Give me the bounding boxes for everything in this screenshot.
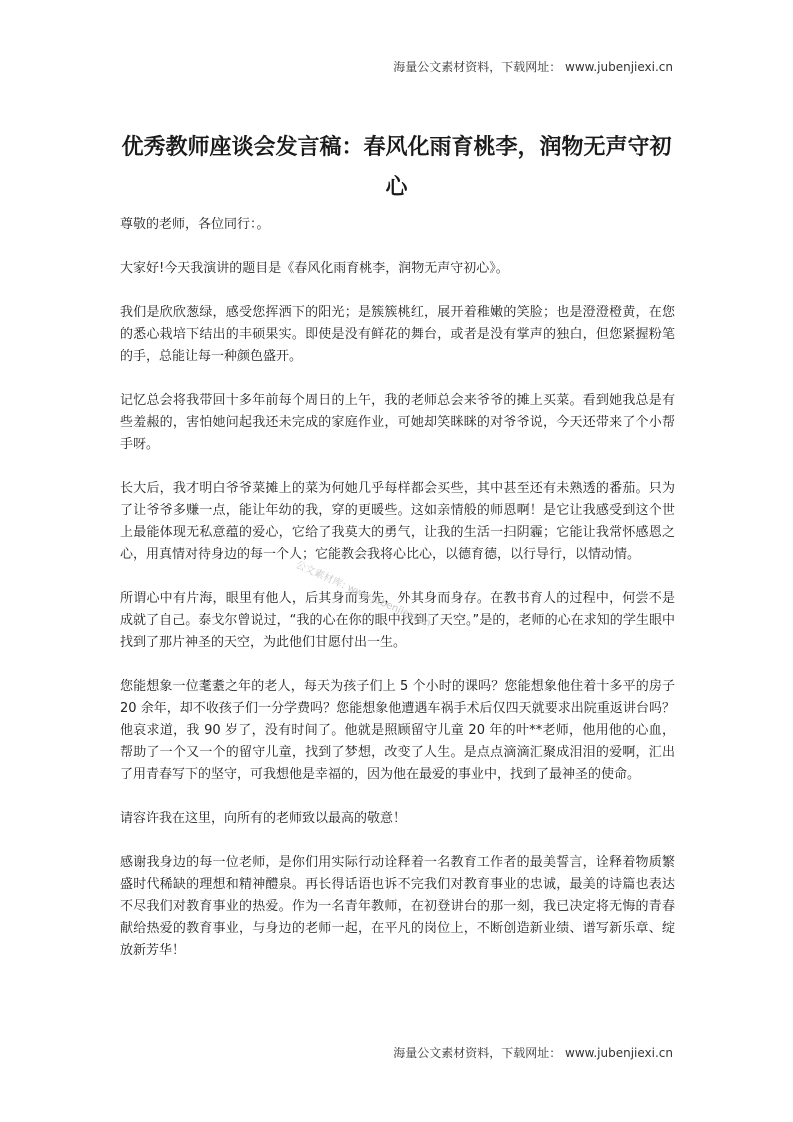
body-paragraph: 记忆总会将我带回十多年前每个周日的上午，我的老师总会来爷爷的摊上买菜。看到她我总是有些羞赧的，害怕她问起我还未完成的家庭作业，可她却笑眯眯的对爷爷说，今天还带来了个小帮手呀。 bbox=[120, 393, 675, 452]
body-paragraph: 所谓心中有片海，眼里有他人，后其身而身先，外其身而身存。在教书育人的过程中，何尝不是成就了自己。泰戈尔曾说过，“我的心在你的眼中找到了天空。”是的，老师的心在求知的学生眼中找到了那片神圣的天空，为此他们甘愿付出一生。 bbox=[120, 591, 675, 650]
page-footer-source: 海量公文素材资料，下载网址： www.jubenjiexi.cn bbox=[393, 1046, 673, 1060]
page-header-source: 海量公文素材资料，下载网址： www.jubenjiexi.cn bbox=[393, 60, 673, 74]
body-paragraph: 您能想象一位耄耋之年的老人，每天为孩子们上 5 个小时的课吗？您能想象他住着十多平的房子 20 余年，却不收孩子们一分学费吗？您能想象他遭遇车祸手术后仅四天就要求出院重返讲台吗？他哀求道，我 90 岁了，没有时间了。他就是照顾留守儿童 20 年的叶**老师，他用他的心血，帮助了一个又一个的留守儿童，找到了梦想，改变了人生。是点点滴滴汇聚成泪泪的爱啊，汇出了用青春写下的坚守，可我想他是幸福的，因为他在最爱的事业中，找到了最神圣的使命。 bbox=[120, 679, 675, 782]
document-title: 优秀教师座谈会发言稿：春风化雨育桃李，润物无声守初心 bbox=[121, 135, 672, 200]
body-paragraph: 我们是欣欣葱绿，感受您挥洒下的阳光；是簇簇桃红，展开着稚嫩的笑脸；也是澄澄橙黄，在您的悉心栽培下结出的丰硕果实。即使是没有鲜花的舞台，或者是没有掌声的独白，但您紧握粉笔的手，总能让每一种颜色盛开。 bbox=[120, 305, 675, 364]
body-paragraph-tribute: 请容许我在这里，向所有的老师致以最高的敬意！ bbox=[120, 811, 407, 826]
body-paragraph-greeting: 大家好!今天我演讲的题目是《春风化雨育桃李，润物无声守初心》。 bbox=[120, 261, 509, 276]
watermark-text: 公文素材库: www.jubenjiexi.cn bbox=[293, 559, 433, 630]
body-paragraph: 长大后，我才明白爷爷菜摊上的菜为何她几乎每样都会买些，其中甚至还有未熟透的番茄。只为了让爷爷多赚一点，能让年幼的我，穿的更暖些。这如亲情般的师恩啊！是它让我感受到这个世上最能体现无私意蕴的爱心，它给了我莫大的勇气，让我的生活一扫阴霾；它能让我常怀感恩之心，用真情对待身边的每一个人；它能教会我将心比心，以德育德，以行导行，以情动情。 bbox=[120, 481, 675, 562]
body-paragraph-closing: 感谢我身边的每一位老师，是你们用实际行动诠释着一名教育工作者的最美誓言，诠释着物质繁盛时代稀缺的理想和精神醴泉。再长得话语也诉不完我们对教育事业的忠诚，最美的诗篇也表达不尽我们对教育事业的热爱。作为一名青年教师，在初登讲台的那一刻，我已决定将无悔的青春献给热爱的教育事业，与身边的老师一起，在平凡的岗位上，不断创造新业绩、谱写新乐章、绽放新芳华！ bbox=[120, 855, 675, 958]
salutation-paragraph: 尊敬的老师，各位同行：。 bbox=[120, 217, 270, 232]
document-body bbox=[120, 214, 675, 984]
